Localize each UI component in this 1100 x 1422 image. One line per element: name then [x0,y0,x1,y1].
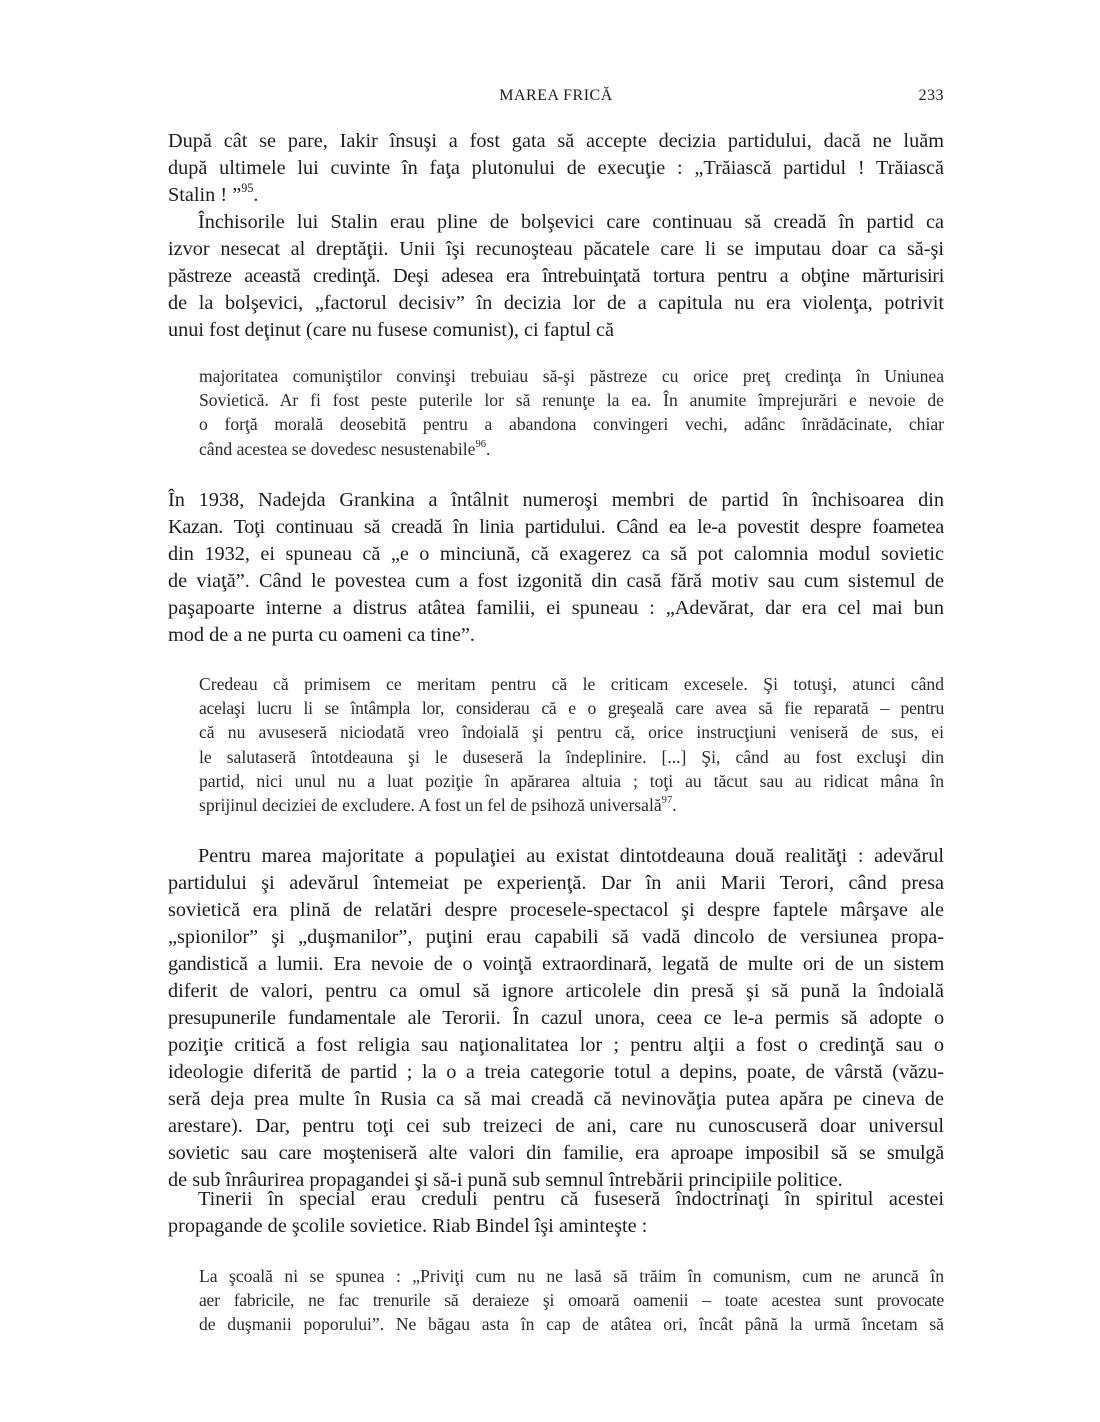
text-line [199,437,944,461]
text-line: seră deja prea multe în Rusia ca să mai creadă că nevinovăţia putea apăra pe cineva de [168,1088,944,1110]
text-line: acelaşi lucru li se întâmpla lor, considerau că e o greşeală care avea să fie reparată – pentru [199,698,944,719]
text-line: sovietic sau care moşteniseră alte valori din familie, era aproape imposibil să se smulgă [168,1142,944,1164]
text-line [168,182,944,209]
text-line: aer fabricile, ne fac trenurile să deraieze şi omoară oamenii – toate acestea sunt provocate [199,1290,944,1311]
text-line: mod de a ne purta cu oameni ca tine”. [168,624,475,646]
text-line: partidului şi adevărul întemeiat pe experienţă. Dar în anii Marii Terori, când presa [168,872,944,894]
text-line: sovietică era plină de relatări despre procesele-spectacol şi despre faptele mârşave ale [168,899,944,921]
text-line: Închisorile lui Stalin erau pline de bolşevici care continuau să creadă în partid ca [198,211,944,233]
text-line: păstreze această credinţă. Deşi adesea era întrebuinţată tortura pentru a obţine mărturisiri [168,265,944,287]
text-line: după ultimele lui cuvinte în faţa plutonului de execuţie : „Trăiască partidul ! Trăiască [168,157,944,179]
text-line: de la bolşevici, „factorul decisiv” în decizia lor de a capitula nu era violenţa, potrivit [168,292,944,314]
text-line: majoritatea comuniştilor convinşi trebuiau să-şi păstreze cu orice preţ credinţa în Uniunea [199,366,944,386]
text-line: de viaţă”. Când le povestea cum a fost izgonită din casă fără motiv sau cum sistemul de [168,570,944,592]
paragraph [168,843,944,1194]
paragraph [168,128,944,209]
text-line: „spionilor” şi „duşmanilor”, puţini erau capabili să vadă dincolo de versiunea propa- [168,926,944,948]
text-fragment: . [253,184,259,206]
text-line: Credeau că primisem ce meritam pentru că le criticam excesele. Şi totuşi, atunci când [199,674,944,694]
footnote-ref[interactable]: 97 [661,795,673,807]
text-fragment: . [486,438,491,459]
text-line: propagande de şcolile sovietice. Riab Bindel îşi aminteşte : [168,1215,648,1237]
text-fragment: Stalin ! ” [168,184,242,206]
block-quote [168,364,944,461]
text-line: o forţă morală deosebită pentru a abandona convingeri vechi, adânc înrădăcinate, chiar [199,414,944,435]
text-line: de duşmanii poporului”. Ne băgau asta în cap de atâtea ori, încât până la urmă încetam să [199,1314,944,1335]
text-fragment: sprijinul deciziei de excludere. A fost un fel de psihoză universală [199,795,662,816]
footnote-ref[interactable]: 95 [241,180,254,195]
text-line: La şcoală ni se spunea : „Priviţi cum nu ne lasă să trăim în comunism, cum ne aruncă în [199,1266,944,1286]
text-line: În 1938, Nadejda Grankina a întâlnit numeroşi membri de partid în închisoarea din [168,489,944,511]
text-line: gandistică a lumii. Era nevoie de o voinţă extraordinară, legată de multe ori de un sistem [168,953,944,975]
paragraph [168,1186,944,1240]
running-head [168,87,944,111]
text-line: Pentru marea majoritate a populaţiei au existat dintotdeauna două realităţi : adevărul [198,845,944,867]
running-title: MAREA FRICĂ [499,87,613,104]
text-line: partid, nici unul nu a luat poziţie în apărarea altuia ; toţi au tăcut sau au ridicat mâna în [199,770,944,791]
text-line: După cât se pare, Iakir însuşi a fost gata să accepte decizia partidului, dacă ne luăm [168,130,944,152]
block-quote [168,672,944,817]
text-line: Kazan. Toţi continuau să creadă în linia partidului. Când ea le-a povestit despre foametea [168,516,944,538]
paragraph [168,487,944,649]
text-line: izvor nesecat al dreptăţii. Unii îşi recunoşteau păcatele care li se imputau doar ca să-şi [168,238,944,260]
text-line: de sub înrâurirea propagandei şi să-i pună sub semnul întrebării principiile politice. [168,1169,843,1191]
page-number: 233 [918,87,944,104]
text-line: ideologie diferită de partid ; la o a treia categorie totul a depins, poate, de vârstă (văzu- [168,1061,944,1083]
footnote-ref[interactable]: 96 [475,438,487,450]
text-line: că nu avuseseră niciodată vreo îndoială şi pentru că, orice instrucţiuni veniseră de sus, ei [199,722,944,743]
text-line: presupunerile fundamentale ale Terorii. În cazul unora, ceea ce le-a permis să adopte o [168,1007,944,1029]
text-line: diferit de valori, pentru ca omul să ignore articolele din presă şi să pună la îndoială [168,980,944,1002]
text-line: arestare). Dar, pentru toţi cei sub treizeci de ani, care nu cunoscuseră doar universul [168,1115,944,1137]
text-line: poziţie critică a fost religia sau naţionalitatea lor ; pentru alţii a fost o credinţă sau o [168,1034,944,1056]
block-quote [168,1264,944,1337]
paragraph [168,209,944,344]
text-line: Tinerii în special erau creduli pentru că fuseseră îndoctrinaţi în spiritul acestei [198,1188,944,1210]
text-fragment: . [672,795,677,816]
text-line [199,793,944,817]
text-line: le salutaseră întotdeauna şi le duseseră la îndeplinire. [...] Şi, când au fost excluşi din [199,746,944,767]
text-fragment: când acestea se dovedesc nesustenabile [199,438,476,459]
text-line: paşapoarte interne a distrus atâtea familii, ei spuneau : „Adevărat, dar era cel mai bun [168,597,944,619]
text-line: din 1932, ei spuneau că „e o minciună, că exagerez ca să pot calomnia modul sovietic [168,543,944,565]
text-line: Sovietică. Ar fi fost peste puterile lor să renunţe la ea. În anumite împrejurări e nevoie de [199,390,944,411]
text-line: unui fost deţinut (care nu fusese comunist), ci faptul că [168,319,615,341]
